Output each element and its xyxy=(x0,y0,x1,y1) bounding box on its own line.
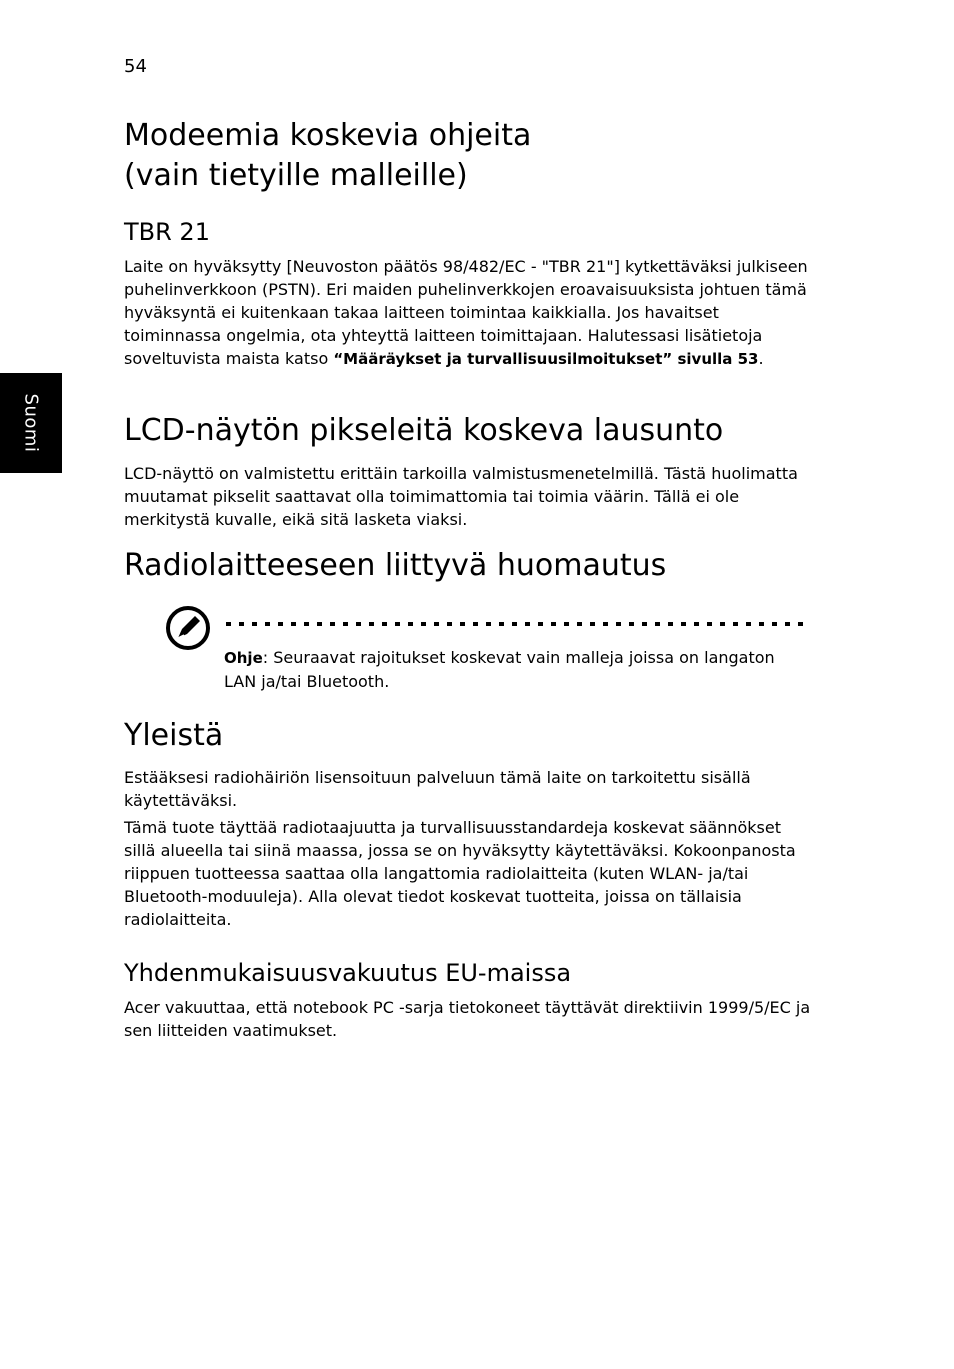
eu-paragraph: Acer vakuuttaa, että notebook PC -sarja tietokoneet täyttävät direktiivin 1999/5/EC ja sen liitteiden vaatimukset. xyxy=(124,998,811,1040)
radio-heading: Radiolaitteeseen liittyvä huomautus xyxy=(124,548,667,583)
modem-heading-line1: Modeemia koskevia ohjeita xyxy=(124,118,532,153)
general-paragraph-2: Tämä tuote täyttää radiotaajuutta ja turvallisuusstandardeja koskevat säännökset sillä alueella tai siinä maassa, jossa se on hyväksytty käytettäväksi. Kokoonpanosta riippuen tuotteessa saattaa olla langattomia radiolaitteita (kuten WLAN- ja/tai Bluetooth-moduuleja). Alla olevat tiedot koskevat tuotteita, joissa on tällaisia radiolaitteita. xyxy=(124,818,796,929)
tbr-heading: TBR 21 xyxy=(124,218,210,246)
note-paragraph xyxy=(224,646,784,693)
eu-heading: Yhdenmukaisuusvakuutus EU-maissa xyxy=(124,959,572,987)
page-number: 54 xyxy=(124,56,147,77)
general-paragraph-1: Estääksesi radiohäiriön lisensoituun palveluun tämä laite on tarkoitettu sisällä käytettäväksi. xyxy=(124,768,751,810)
tbr-paragraph xyxy=(124,255,814,371)
language-side-tab xyxy=(0,373,62,473)
note-text: : Seuraavat rajoitukset koskevat vain malleja joissa on langaton LAN ja/tai Bluetooth. xyxy=(224,648,775,691)
note-label: Ohje xyxy=(224,649,263,667)
note-dotted-rule xyxy=(226,620,810,628)
tbr-text: Laite on hyväksytty [Neuvoston päätös 98/482/EC - "TBR 21"] kytkettäväksi julkiseen puhelinverkkoon (PSTN). Eri maiden puhelinverkkojen eroavaisuuksista johtuen tämä hyväksyntä ei kuitenkaan takaa laitteen toimintaa kaikkialla. Jos havaitset toiminnassa ongelmia, ota yhteyttä laitteen toimittajaan. Halutessasi lisätietoja soveltuvista maista katso xyxy=(124,257,808,368)
regulations-link[interactable]: “Määräykset ja turvallisuusilmoitukset” sivulla 53 xyxy=(333,350,759,368)
pen-note-icon xyxy=(165,605,211,651)
side-tab-label: Suomi xyxy=(20,393,42,453)
lcd-heading: LCD-näytön pikseleitä koskeva lausunto xyxy=(124,413,724,448)
general-heading: Yleistä xyxy=(124,718,224,753)
tbr-end: . xyxy=(758,349,764,368)
modem-heading-line2: (vain tietyille malleille) xyxy=(124,158,468,193)
lcd-paragraph: LCD-näyttö on valmistettu erittäin tarkoilla valmistusmenetelmillä. Tästä huolimatta muutamat pikselit saattavat olla toimimattomia tai toimia väärin. Tällä ei ole merkitystä kuvalle, eikä sitä lasketa viaksi. xyxy=(124,464,798,529)
